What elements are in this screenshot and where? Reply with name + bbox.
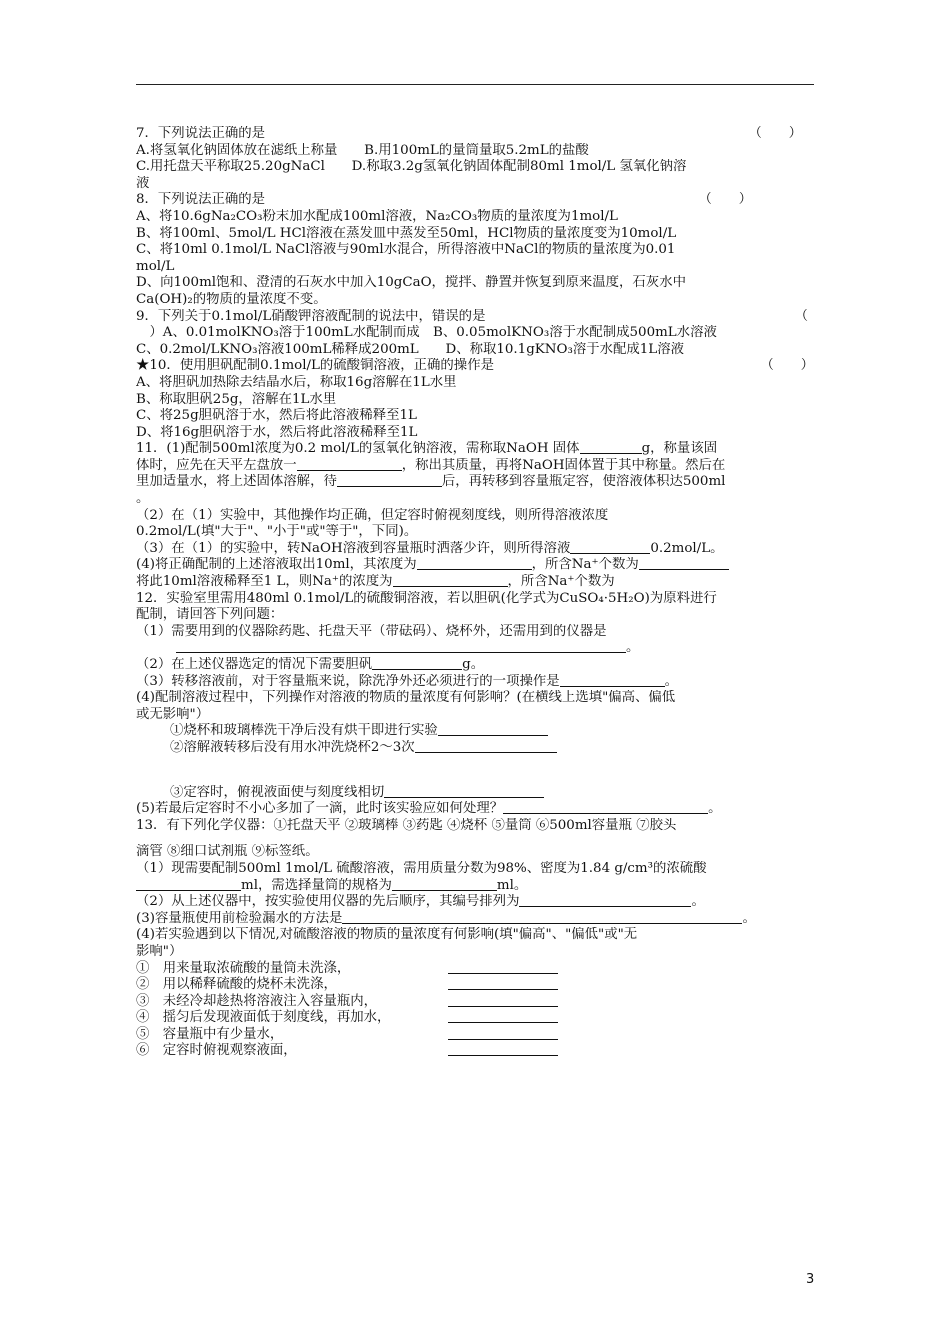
q8-option-c-cont: mol/L [136, 258, 175, 274]
q8-answer-bracket[interactable]: （ ） [698, 192, 752, 208]
q13-text: (3)容量瓶使用前检验漏水的方法是 [136, 910, 343, 926]
q13-leak-test-blank[interactable] [342, 911, 742, 924]
q13-effect-blank[interactable] [448, 977, 558, 990]
q11-text: 0.2mol/L。 [650, 540, 724, 556]
q12-text: ②溶解液转移后没有用水冲洗烧杯2～3次 [170, 739, 415, 755]
q8-option-a: A、将10.6gNa₂CO₃粉末加水配成100ml溶液，Na₂CO₃物质的量浓度为1mol/L [136, 208, 618, 224]
q9-options-ab: ）A、0.01molKNO₃溶于100mL水配制而成 B、0.05molKNO₃溶于水配制成500mL水溶液 [136, 325, 717, 341]
q8-option-d-cont: Ca(OH)₂的物质的量浓度不变。 [136, 291, 327, 307]
spacer [136, 757, 814, 785]
q13-part4: (4)若实验遇到以下情况,对硫酸溶液的物质的量浓度有何影响(填"偏高"、"偏低"或"无 [136, 927, 638, 943]
q12-item-2 [136, 740, 814, 757]
q13-text: 。 [742, 910, 756, 926]
q12-text: (5)若最后定容时不小心多加了一滴，此时该实验应如何处理？ [136, 801, 504, 817]
q13-effect-text: ④ 摇匀后发现液面低于刻度线，再加水， [136, 1010, 391, 1026]
q11-wait-blank[interactable] [337, 474, 442, 487]
q12-item-1 [136, 723, 814, 740]
q11-text: ，所含Na⁺个数为 [507, 574, 615, 590]
q13-effect-item [136, 1027, 814, 1044]
q8-stem: 8．下列说法正确的是 [136, 192, 266, 208]
q13-effect-blank[interactable] [448, 1010, 558, 1023]
q13-cylinder-blank[interactable] [392, 878, 497, 891]
q8-option-c: C、将10ml 0.1mol/L NaCl溶液与90ml水混合，所得溶液中NaCl的物质的量浓度为0.01 [136, 242, 676, 258]
q13-effect-item [136, 1043, 814, 1060]
q11-line-3 [136, 474, 814, 491]
q11-part4-cont [136, 574, 814, 591]
q11-text: g，称量该固 [641, 441, 718, 457]
q13-text: 。 [691, 894, 705, 910]
q12-item3-blank[interactable] [384, 785, 544, 798]
q8-option-b: B、将100ml、5mol/L HCl溶液在蒸发皿中蒸发至50ml，HCl物质的量浓度变为10mol/L [136, 225, 677, 241]
q9-answer-bracket[interactable]: （ [794, 308, 808, 324]
q13-effect-blank[interactable] [448, 1043, 558, 1056]
q13-effect-item [136, 977, 814, 994]
q13-text: ml，需选择量筒的规格为 [241, 877, 392, 893]
q11-text: 体时，应先在天平左盘放一 [136, 457, 297, 473]
q11-text: 将此10ml溶液稀释至1 L，则Na⁺的浓度为 [136, 574, 393, 590]
q10-option-d: D、将16g胆矾溶于水，然后将此溶液稀释至1L [136, 424, 418, 440]
q12-text: 。 [708, 801, 722, 817]
q11-part3 [136, 541, 814, 558]
q12-item-3 [136, 785, 814, 802]
q12-part2 [136, 657, 814, 674]
q13-effect-text: ③ 未经冷却趁热将溶液注入容量瓶内， [136, 993, 378, 1009]
q9-stem-row [136, 309, 814, 326]
q13-effect-text: ② 用以稀释硫酸的烧杯未洗涤， [136, 977, 337, 993]
q13-effect-item [136, 1010, 814, 1027]
spacer [136, 834, 814, 844]
header-rule [136, 84, 814, 85]
q12-stem-cont: 配制，请回答下列问题： [136, 607, 284, 623]
q13-effect-item [136, 961, 814, 978]
q12-operation-blank[interactable] [560, 674, 665, 687]
q11-naoh-mass-blank[interactable] [580, 441, 642, 454]
q13-part2 [136, 894, 814, 911]
q12-part4-cont: 或无影响"） [136, 706, 210, 722]
q12-text: 。 [626, 640, 640, 656]
q7-stem-row [136, 126, 814, 143]
q12-text: ①烧杯和玻璃棒洗干净后没有烘干即进行实验 [170, 723, 438, 739]
q13-part3 [136, 911, 814, 928]
q12-part1: （1）需要用到的仪器除药匙、托盘天平（带砝码）、烧杯外，还需用到的仪器是 [136, 623, 607, 639]
q10-answer-bracket[interactable]: （ ） [760, 358, 814, 374]
q12-handling-blank[interactable] [503, 801, 708, 814]
q11-text: ，所含Na⁺个数为 [531, 557, 639, 573]
q9-options-cd: C、0.2mol/LKNO₃溶液100mL稀释成200mL D、称取10.1gKNO₃溶于水配成1L溶液 [136, 341, 684, 357]
q12-text: （2）在上述仪器选定的情况下需要胆矾 [136, 657, 373, 672]
q13-stem-cont: 滴管 ⑧细口试剂瓶 ⑨标签纸。 [136, 844, 319, 860]
q7-stem: 7．下列说法正确的是 [136, 126, 266, 141]
q13-part1: （1）现需要配制500ml 1mol/L 硫酸溶液，需用质量分数为98%、密度为1.84 g/cm³的浓硫酸 [136, 860, 707, 876]
q11-text: （3）在（1）的实验中，转NaOH溶液到容量瓶时洒落少许，则所得溶液 [136, 540, 571, 556]
q10-option-b: B、称取胆矾25g，溶解在1L水里 [136, 391, 337, 407]
q11-na-count-blank[interactable] [639, 557, 729, 570]
q12-item1-blank[interactable] [438, 723, 548, 736]
q11-diluted-concentration-blank[interactable] [393, 574, 508, 587]
q11-part2: （2）在（1）实验中，其他操作均正确，但定容时俯视刻度线，则所得溶液浓度 [136, 507, 609, 523]
q7-answer-bracket[interactable]: （ ） [748, 126, 802, 141]
q11-line-2 [136, 458, 814, 475]
q13-effect-item [136, 994, 814, 1011]
q7-options-ab: A.将氢氧化钠固体放在滤纸上称量 B.用100mL的量筒量取5.2mL的盐酸 [136, 142, 589, 158]
q11-text: (4)将正确配制的上述溶液取出10ml，其浓度为 [136, 557, 417, 573]
q11-container-blank[interactable] [297, 458, 402, 471]
q11-part2-cont: 0.2mol/L(填"大于"、"小于"或"等于"，下同)。 [136, 524, 418, 540]
q12-item2-blank[interactable] [415, 740, 557, 753]
q12-part5 [136, 801, 814, 818]
q12-text: （3）转移溶液前，对于容量瓶来说，除洗净外还必须进行的一项操作是 [136, 673, 560, 689]
q8-stem-row [136, 192, 814, 209]
q10-option-a: A、将胆矾加热除去结晶水后，称取16g溶解在1L水里 [136, 374, 457, 390]
q12-mass-blank[interactable] [372, 657, 462, 670]
q13-effect-blank[interactable] [448, 994, 558, 1007]
q12-part1-answer [136, 640, 814, 657]
q13-effect-text: ⑤ 容量瓶中有少量水， [136, 1026, 284, 1042]
q13-text: （2）从上述仪器中，按实验使用仪器的先后顺序，其编号排列为 [136, 894, 520, 910]
q10-stem-row [136, 358, 814, 375]
q11-line-4: 。 [136, 491, 150, 507]
q12-part4: (4)配制溶液过程中，下列操作对溶液的物质的量浓度有何影响？(在横线上选填"偏高、偏低 [136, 690, 676, 706]
q13-text: ml。 [496, 877, 528, 893]
q12-part3 [136, 674, 814, 691]
q11-text: 11．(1)配制500ml浓度为0.2 mol/L的氢氧化钠溶液，需称取NaOH 固体 [136, 441, 580, 457]
q11-text: ，称出其质量，再将NaOH固体置于其中称量。然后在 [401, 457, 726, 473]
q12-instruments-blank[interactable] [176, 640, 626, 653]
q11-part4 [136, 557, 814, 574]
q13-effect-text: ① 用来量取浓硫酸的量筒未洗涤， [136, 960, 351, 976]
q13-volume-blank[interactable] [136, 878, 241, 891]
q11-text: 后，再转移到容量瓶定容，使溶液体积达500ml [441, 474, 726, 490]
q10-stem: ★10．使用胆矾配制0.1mol/L的硫酸铜溶液，正确的操作是 [136, 358, 494, 374]
q11-line-1 [136, 441, 814, 458]
q13-stem: 13．有下列化学仪器：①托盘天平 ②玻璃棒 ③药匙 ④烧杯 ⑤量筒 ⑥500ml容量瓶 ⑦胶头 [136, 817, 677, 833]
q8-option-d: D、向100ml饱和、澄清的石灰水中加入10gCaO，搅拌、静置并恢复到原来温度，石灰水中 [136, 275, 686, 291]
q13-part1-cont [136, 878, 814, 895]
q7-options-cd: C.用托盘天平称取25.20gNaCl D.称取3.2g氢氧化钠固体配制80ml 1mol/L 氢氧化钠溶 [136, 159, 687, 175]
q12-text: g。 [462, 657, 485, 672]
q7-options-cd-cont: 液 [136, 175, 150, 191]
page-number: 3 [806, 1272, 815, 1287]
q10-option-c: C、将25g胆矾溶于水，然后将此溶液稀释至1L [136, 408, 417, 424]
q9-stem: 9．下列关于0.1mol/L硝酸钾溶液配制的说法中，错误的是 [136, 308, 486, 324]
q13-effect-blank[interactable] [448, 1027, 558, 1040]
q13-order-blank[interactable] [519, 894, 691, 907]
q12-text: 。 [664, 673, 679, 689]
q13-effect-blank[interactable] [448, 961, 558, 974]
q12-stem: 12．实验室里需用480ml 0.1mol/L的硫酸铜溶液，若以胆矾(化学式为CuSO₄·5H₂O)为原料进行 [136, 590, 717, 606]
q11-concentration-blank[interactable] [417, 557, 532, 570]
q12-text: ③定容时，俯视液面使与刻度线相切 [170, 784, 385, 800]
q11-part3-blank[interactable] [570, 541, 650, 554]
q13-part4-cont: 影响"） [136, 943, 183, 959]
q13-effect-text: ⑥ 定容时俯视观察液面， [136, 1043, 297, 1059]
q11-text: 里加适量水，将上述固体溶解，待 [136, 474, 337, 490]
worksheet-body [136, 126, 814, 1060]
